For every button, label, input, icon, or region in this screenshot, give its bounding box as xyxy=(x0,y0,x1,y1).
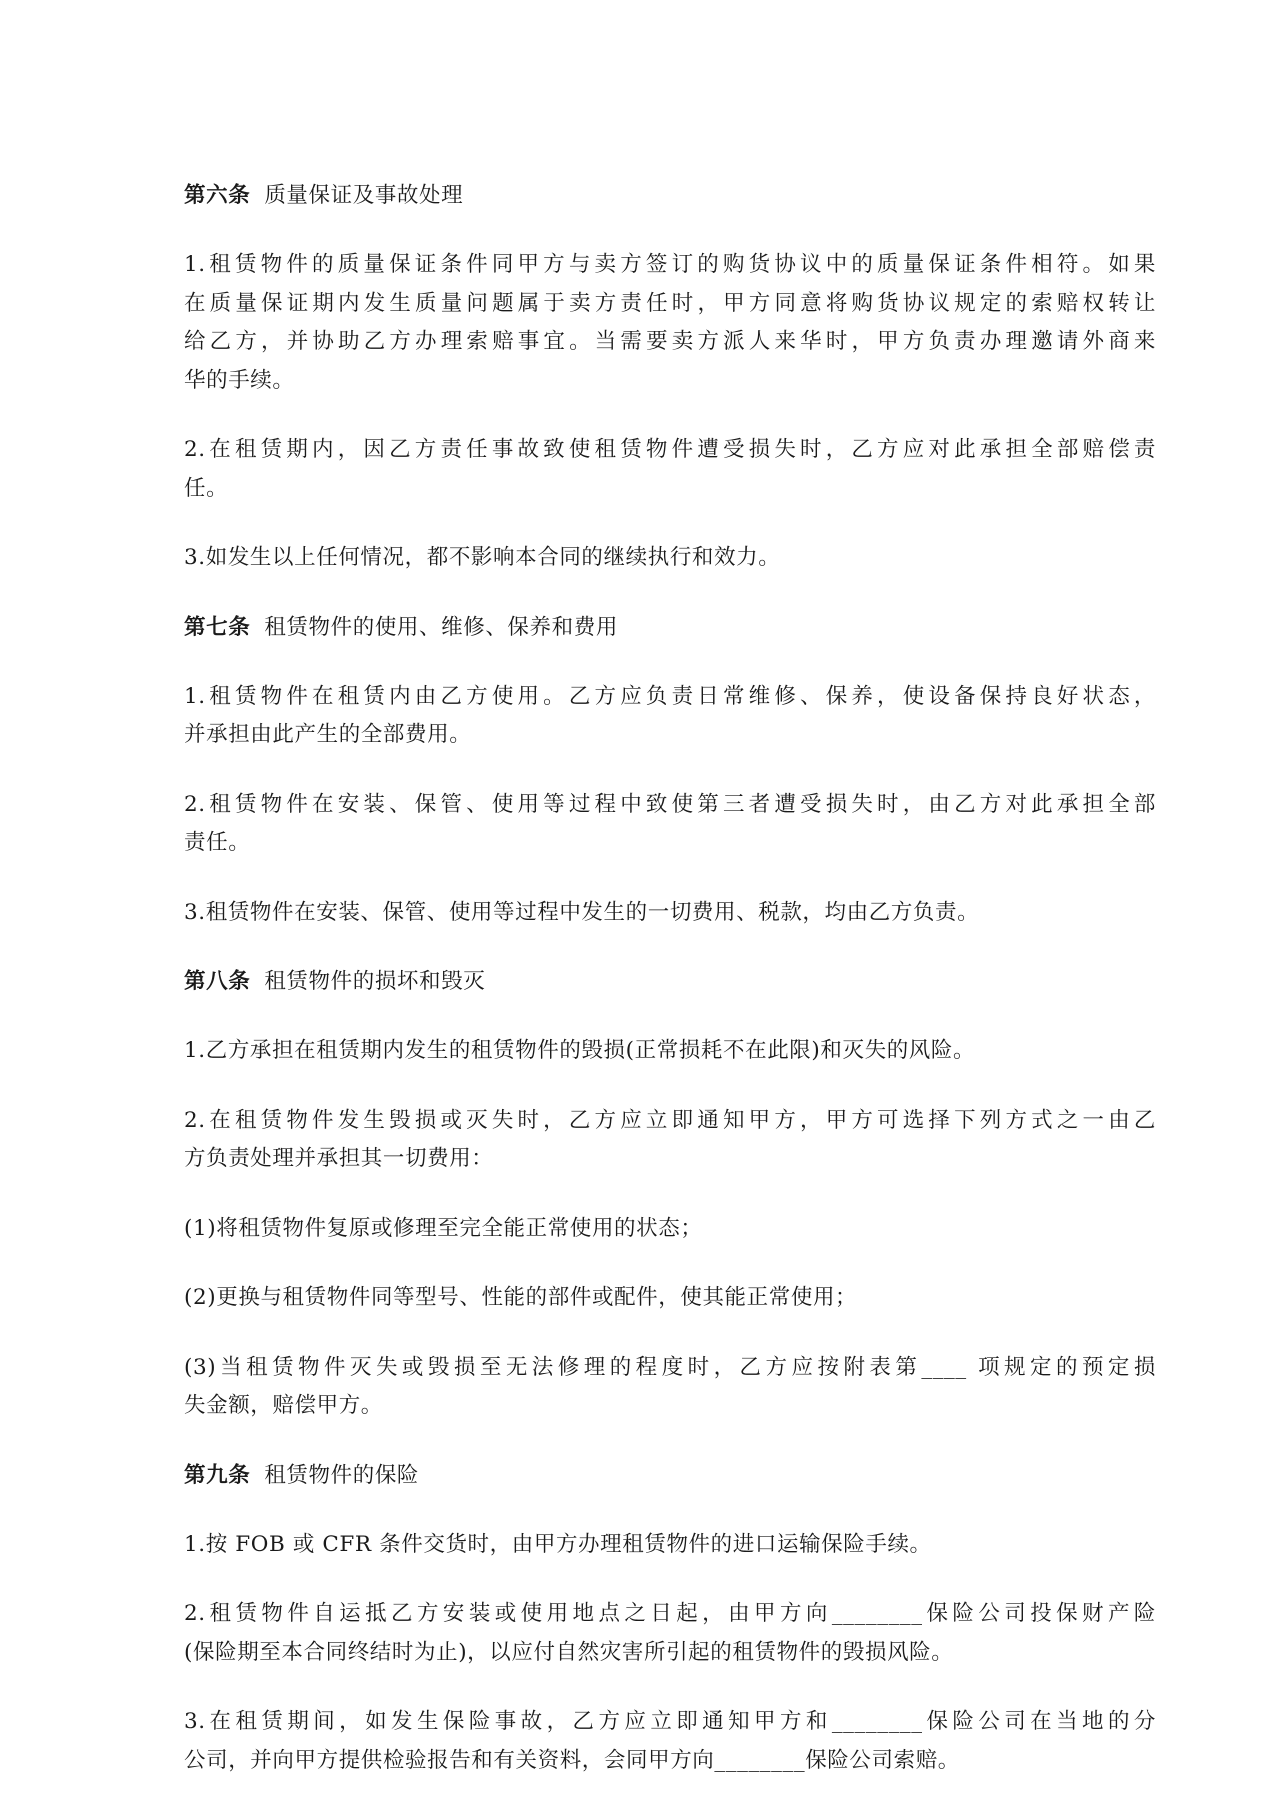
paragraph-line: 责任。 xyxy=(184,830,251,855)
clause-paragraph xyxy=(184,1595,1156,1672)
clause-paragraph xyxy=(184,1102,1156,1179)
article-heading xyxy=(184,177,1156,215)
article-heading xyxy=(184,1457,1156,1495)
article-title: 租赁物件的保险 xyxy=(264,1462,420,1488)
paragraph-line: 在质量保证期内发生质量问题属于卖方责任时，甲方同意将购货协议规定的索赔权转让 xyxy=(184,290,1156,316)
clause-paragraph xyxy=(184,1526,1156,1565)
article-title: 租赁物件的损坏和毁灭 xyxy=(264,969,486,994)
clause-paragraph xyxy=(184,539,1156,578)
paragraph-line: 1.乙方承担在租赁期内发生的租赁物件的毁损(正常损耗不在此限)和灭失的风险。 xyxy=(184,1038,976,1063)
paragraph-line: 方负责处理并承担其一切费用： xyxy=(184,1146,494,1171)
paragraph-line: 给乙方，并协助乙方办理索赔事宜。当需要卖方派人来华时，甲方负责办理邀请外商来 xyxy=(184,329,1156,354)
paragraph-line: 并承担由此产生的全部费用。 xyxy=(184,722,472,747)
article-number: 第七条 xyxy=(184,614,251,640)
clause-paragraph xyxy=(184,1703,1156,1780)
clause-paragraph xyxy=(184,1032,1156,1071)
clause-paragraph xyxy=(184,894,1156,933)
paragraph-line: 任。 xyxy=(184,475,229,501)
clause-paragraph xyxy=(184,1210,1156,1249)
clause-paragraph xyxy=(184,431,1156,508)
clause-paragraph xyxy=(184,246,1156,400)
article-number: 第九条 xyxy=(184,1462,251,1488)
paragraph-line: 2.在租赁期内，因乙方责任事故致使租赁物件遭受损失时，乙方应对此承担全部赔偿责 xyxy=(184,437,1156,462)
contract-page xyxy=(184,177,1156,1811)
paragraph-line: 1.租赁物件的质量保证条件同甲方与卖方签订的购货协议中的质量保证条件相符。如果 xyxy=(184,252,1156,277)
clause-paragraph xyxy=(184,678,1156,755)
paragraph-line: 2.租赁物件在安装、保管、使用等过程中致使第三者遭受损失时，由乙方对此承担全部 xyxy=(184,791,1156,817)
article-heading xyxy=(184,609,1156,647)
paragraph-line: 2.租赁物件自运抵乙方安装或使用地点之日起，由甲方向________保险公司投保财产险 xyxy=(184,1601,1156,1626)
paragraph-line: 3.如发生以上任何情况，都不影响本合同的继续执行和效力。 xyxy=(184,545,781,570)
paragraph-line: 华的手续。 xyxy=(184,367,295,393)
paragraph-line: (2)更换与租赁物件同等型号、性能的部件或配件，使其能正常使用； xyxy=(184,1285,858,1310)
article-title: 租赁物件的使用、维修、保养和费用 xyxy=(264,614,618,640)
clause-paragraph xyxy=(184,786,1156,863)
paragraph-line: 3.租赁物件在安装、保管、使用等过程中发生的一切费用、税款，均由乙方负责。 xyxy=(184,899,980,925)
paragraph-line: 失金额，赔偿甲方。 xyxy=(184,1393,383,1418)
paragraph-line: (保险期至本合同终结时为止)，以应付自然灾害所引起的租赁物件的毁损风险。 xyxy=(184,1639,954,1665)
clause-paragraph xyxy=(184,1349,1156,1426)
paragraph-line: (1)将租赁物件复原或修理至完全能正常使用的状态； xyxy=(184,1215,703,1241)
article-heading xyxy=(184,963,1156,1001)
paragraph-line: 公司，并向甲方提供检验报告和有关资料，会同甲方向________保险公司索赔。 xyxy=(184,1747,960,1773)
article-number: 第八条 xyxy=(184,969,251,994)
clause-paragraph xyxy=(184,1279,1156,1318)
paragraph-line: 2.在租赁物件发生毁损或灭失时，乙方应立即通知甲方，甲方可选择下列方式之一由乙 xyxy=(184,1107,1156,1133)
paragraph-line: 1.租赁物件在租赁内由乙方使用。乙方应负责日常维修、保养，使设备保持良好状态， xyxy=(184,683,1156,709)
paragraph-line: 3.在租赁期间，如发生保险事故，乙方应立即通知甲方和________保险公司在当地的分 xyxy=(184,1709,1156,1734)
article-number: 第六条 xyxy=(184,183,251,208)
paragraph-line: 1.按 FOB 或 CFR 条件交货时，由甲方办理租赁物件的进口运输保险手续。 xyxy=(184,1531,932,1557)
paragraph-line: (3)当租赁物件灭失或毁损至无法修理的程度时，乙方应按附表第____ 项规定的预定损 xyxy=(184,1354,1156,1380)
article-title: 质量保证及事故处理 xyxy=(264,183,464,208)
